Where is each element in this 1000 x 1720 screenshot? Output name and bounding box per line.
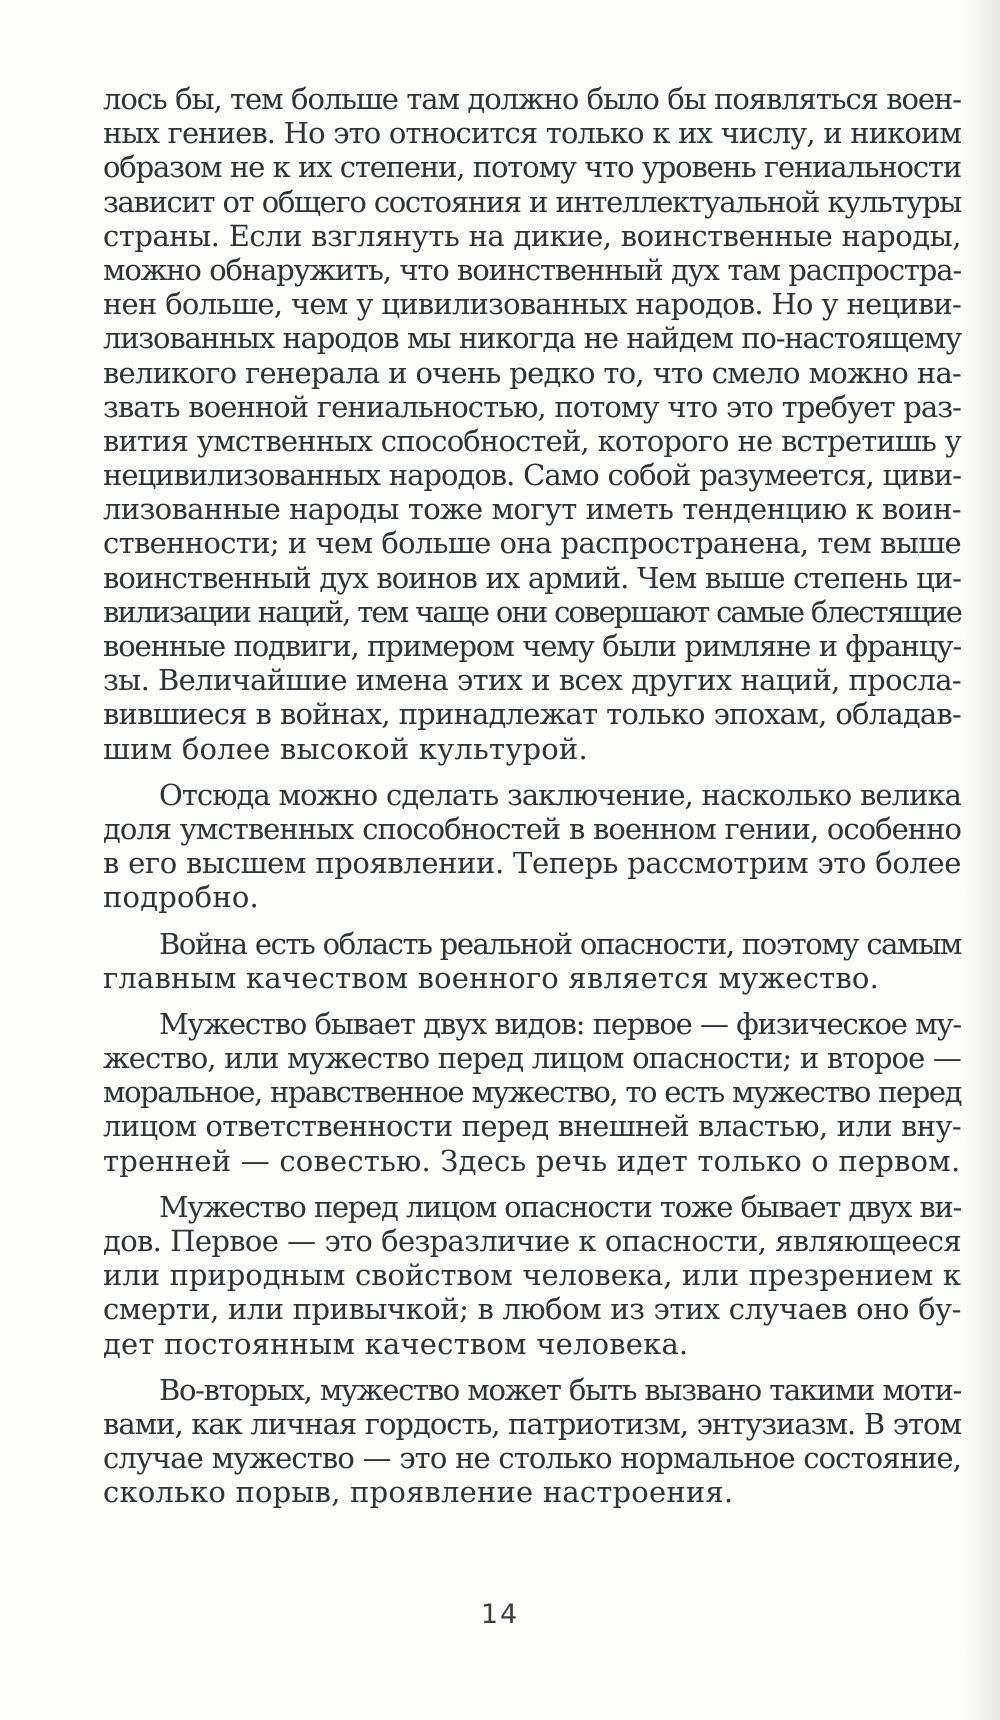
text-line: вилизации наций, тем чаще они совершают самые блестящие <box>103 594 961 629</box>
paragraph-gap <box>103 1178 961 1190</box>
text-line: нецивилизованных народов. Само собой разумеется, циви- <box>103 458 961 493</box>
text-line: можно обнаружить, что воинственный дух там распростра- <box>103 252 961 287</box>
text-line: случае мужество — это не столько нормальное состояние, <box>103 1441 961 1476</box>
page-spine-shadow <box>964 0 1000 1720</box>
text-line: Мужество перед лицом опасности тоже бывает двух ви- <box>159 1189 961 1224</box>
text-line: дет постоянным качеством человека. <box>103 1326 689 1361</box>
text-line: лизованные народы тоже могут иметь тенденцию к воин- <box>103 492 961 527</box>
text-line: вития умственных способностей, которого не встретишь у <box>103 423 961 458</box>
text-line: подробно. <box>103 880 259 915</box>
text-line: вами, как личная гордость, патриотизм, энтузиазм. В этом <box>103 1406 961 1441</box>
text-line: страны. Если взглянуть на дикие, воинственные народы, <box>103 218 961 253</box>
text-line: вившиеся в войнах, принадлежат только эпохам, обладав- <box>103 697 961 732</box>
text-line: великого генерала и очень редко то, что смело можно на- <box>103 355 961 390</box>
text-line: звать военной гениальностью, потому что это требует раз- <box>103 389 961 424</box>
text-line: лицом ответственности перед внешней властью, или вну- <box>103 1109 961 1144</box>
text-line: зы. Величайшие имена этих и всех других наций, просла- <box>103 663 961 698</box>
text-line: воинственный дух воинов их армий. Чем выше степень ци- <box>103 560 961 595</box>
paragraph <box>103 1190 961 1361</box>
text-line: Во-вторых, мужество может быть вызвано такими моти- <box>159 1372 961 1407</box>
text-line: в его высшем проявлении. Теперь рассмотрим это более <box>103 846 961 881</box>
paragraph <box>103 1373 961 1510</box>
text-line: Война есть область реальной опасности, поэтому самым <box>159 926 961 961</box>
text-line: моральное, нравственное мужество, то есть мужество перед <box>103 1075 961 1110</box>
text-line: зависит от общего состояния и интеллектуальной культуры <box>103 184 961 219</box>
text-line: ных гениев. Но это относится только к их числу, и никоим <box>103 116 961 151</box>
paragraph <box>103 778 961 915</box>
paragraph-gap <box>103 1361 961 1373</box>
paragraph <box>103 927 961 995</box>
page-number: 14 <box>480 1599 520 1630</box>
text-line: лось бы, тем больше там должно было бы появляться воен- <box>103 82 961 116</box>
text-line: доля умственных способностей в военном гении, особенно <box>103 811 961 846</box>
text-line: шим более высокой культурой. <box>103 731 588 766</box>
paragraph-gap <box>103 915 961 927</box>
text-line: военные подвиги, примером чему были римляне и францу- <box>103 629 961 663</box>
text-line: главным качеством военного является мужество. <box>103 960 879 995</box>
text-line: сколько порыв, проявление настроения. <box>103 1475 734 1510</box>
text-line: или природным свойством человека, или презрением к <box>103 1258 961 1293</box>
body-text <box>103 82 961 1510</box>
text-line: Мужество бывает двух видов: первое — физическое му- <box>159 1006 961 1041</box>
text-line: нен больше, чем у цивилизованных народов. Но у нециви- <box>103 287 961 322</box>
text-line: лизованных народов мы никогда не найдем по-настоящему <box>103 321 961 356</box>
text-line: смерти, или привычкой; в любом из этих случаев оно бу- <box>103 1292 961 1327</box>
paragraph-gap <box>103 995 961 1007</box>
paragraph <box>103 1007 961 1178</box>
text-line: тренней — совестью. Здесь речь идет только о первом. <box>103 1143 961 1178</box>
text-line: ственности; и чем больше она распространена, тем выше <box>103 526 961 561</box>
text-line: жество, или мужество перед лицом опасности; и второе — <box>103 1041 961 1076</box>
paragraph-gap <box>103 766 961 778</box>
text-line: Отсюда можно сделать заключение, насколько велика <box>159 777 961 812</box>
paragraph <box>103 82 961 766</box>
text-line: дов. Первое — это безразличие к опасности, являющееся <box>103 1224 961 1258</box>
text-line: образом не к их степени, потому что уровень гениальности <box>103 150 961 185</box>
